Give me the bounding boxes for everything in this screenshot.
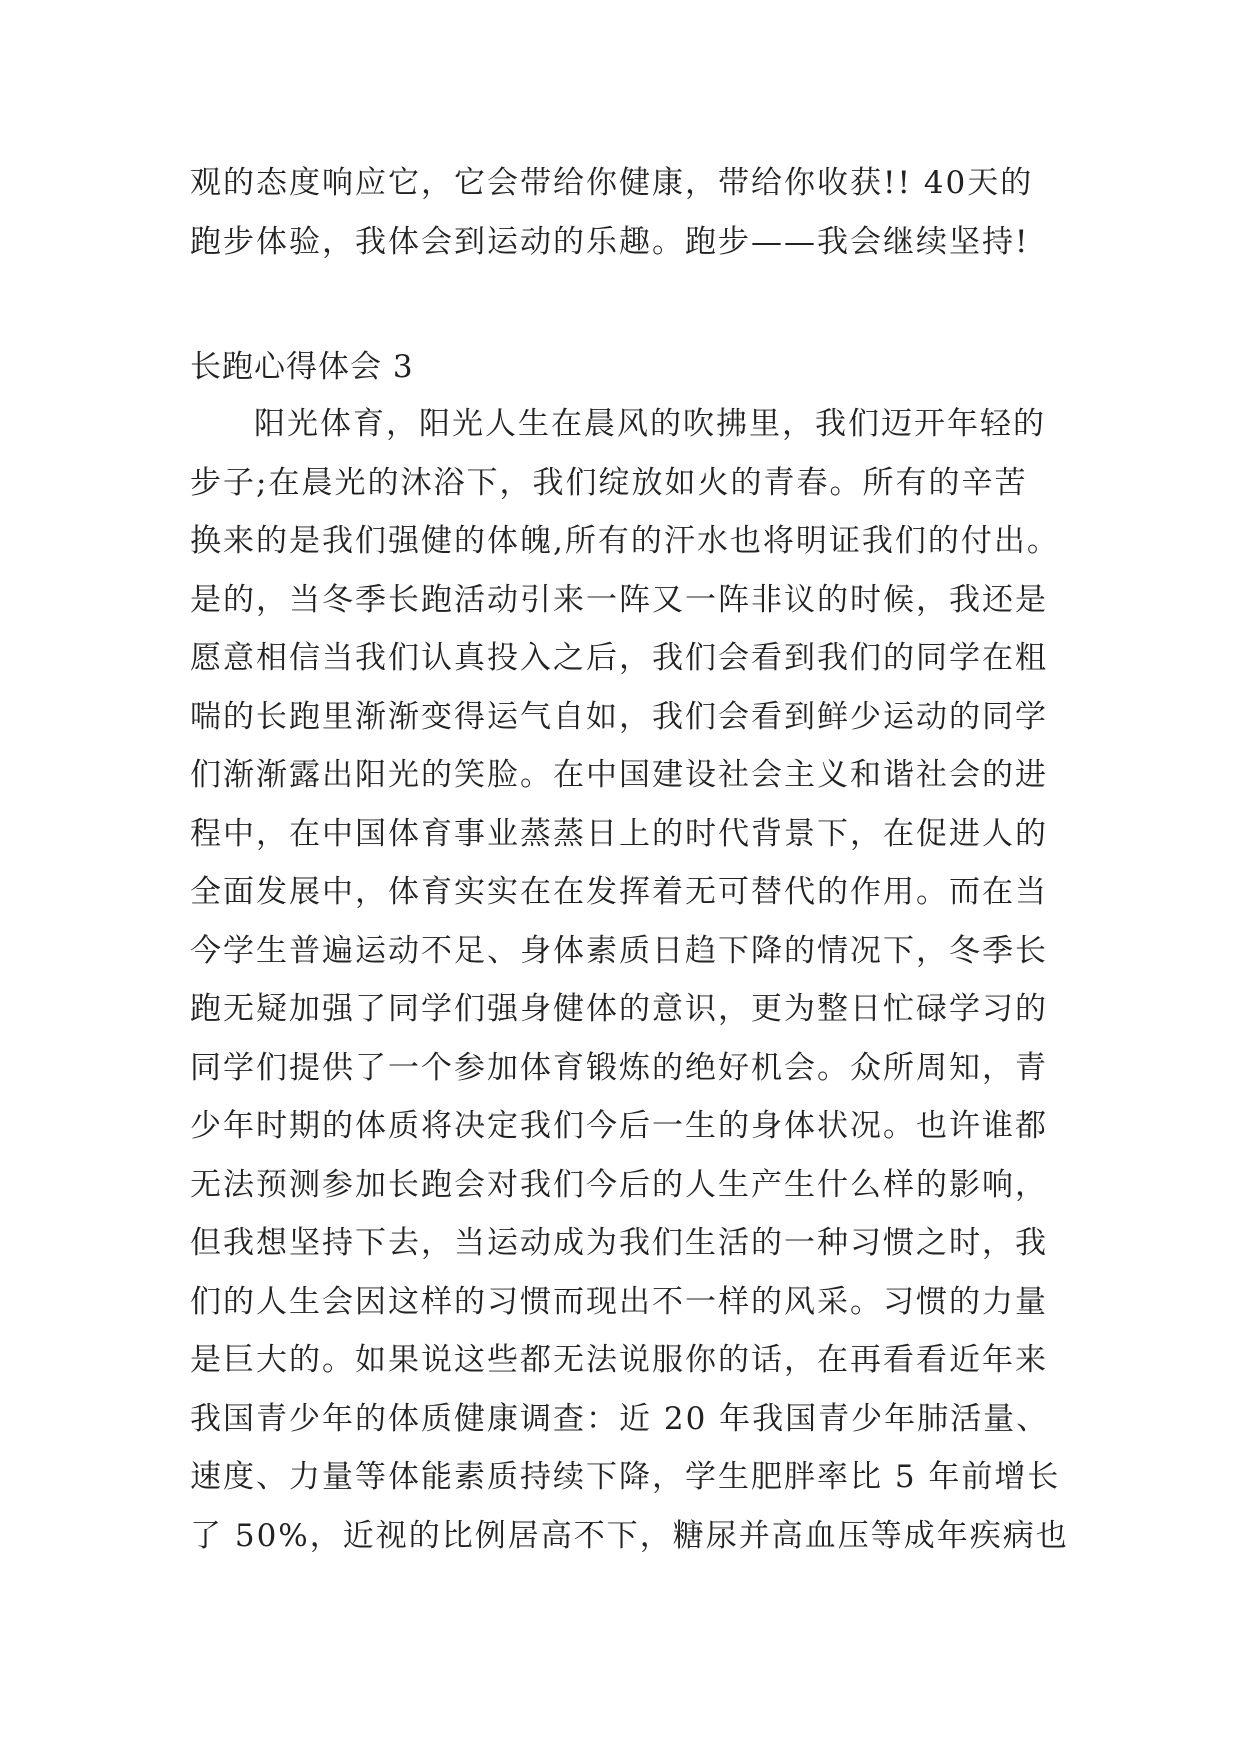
- text-line: 全面发展中，体育实实在在发挥着无可替代的作用。而在当: [190, 874, 1048, 910]
- text-line: 换来的是我们强健的体魄,所有的汗水也将明证我们的付出。: [190, 523, 1060, 559]
- text-line: 观的态度响应它，它会带给你健康，带给你收获!! 40天的: [190, 165, 1034, 201]
- text-line: 今学生普遍运动不足、身体素质日趋下降的情况下，冬季长: [190, 932, 1048, 969]
- text-line: 无法预测参加长跑会对我们今后的人生产生什么样的影响，: [190, 1166, 1048, 1203]
- text-line: 喘的长跑里渐渐变得运气自如，我们会看到鲜少运动的同学: [190, 698, 1048, 735]
- text-line: 阳光体育，阳光人生在晨风的吹拂里，我们迈开年轻的: [254, 406, 1046, 442]
- text-line: 步子;在晨光的沐浴下，我们绽放如火的青春。所有的辛苦: [190, 464, 1028, 501]
- text-line: 同学们提供了一个参加体育锻炼的绝好机会。众所周知，青: [190, 1049, 1048, 1086]
- text-line: 我国青少年的体质健康调查：近 20 年我国青少年肺活量、: [190, 1400, 1050, 1437]
- text-line: 程中，在中国体育事业蒸蒸日上的时代背景下，在促进人的: [190, 815, 1048, 852]
- text-line: 跑步体验，我体会到运动的乐趣。跑步——我会继续坚持!: [190, 223, 1030, 260]
- body-paragraph: [190, 395, 1069, 1565]
- text-line: 了 50%，近视的比例居高不下，糖尿并高血压等成年疾病也: [190, 1517, 1069, 1554]
- text-line: 速度、力量等体能素质持续下降，学生肥胖率比 5 年前增长: [190, 1459, 1061, 1495]
- text-line: 是巨大的。如果说这些都无法说服你的话，在再看看近年来: [190, 1342, 1048, 1378]
- text-line: 少年时期的体质将决定我们今后一生的身体状况。也许谁都: [190, 1108, 1048, 1144]
- text-line: 但我想坚持下去，当运动成为我们生活的一种习惯之时，我: [190, 1225, 1048, 1261]
- intro-paragraph: [190, 154, 1050, 271]
- text-line: 是的，当冬季长跑活动引来一阵又一阵非议的时候，我还是: [190, 581, 1048, 618]
- text-line: 们渐渐露出阳光的笑脸。在中国建设社会主义和谐社会的进: [190, 757, 1048, 793]
- text-line: 愿意相信当我们认真投入之后，我们会看到我们的同学在粗: [190, 640, 1048, 676]
- text-line: 跑无疑加强了同学们强身健体的意识，更为整日忙碌学习的: [190, 991, 1048, 1027]
- section-heading: 长跑心得体会 3: [190, 349, 414, 385]
- text-line: 们的人生会因这样的习惯而现出不一样的风采。习惯的力量: [190, 1283, 1048, 1320]
